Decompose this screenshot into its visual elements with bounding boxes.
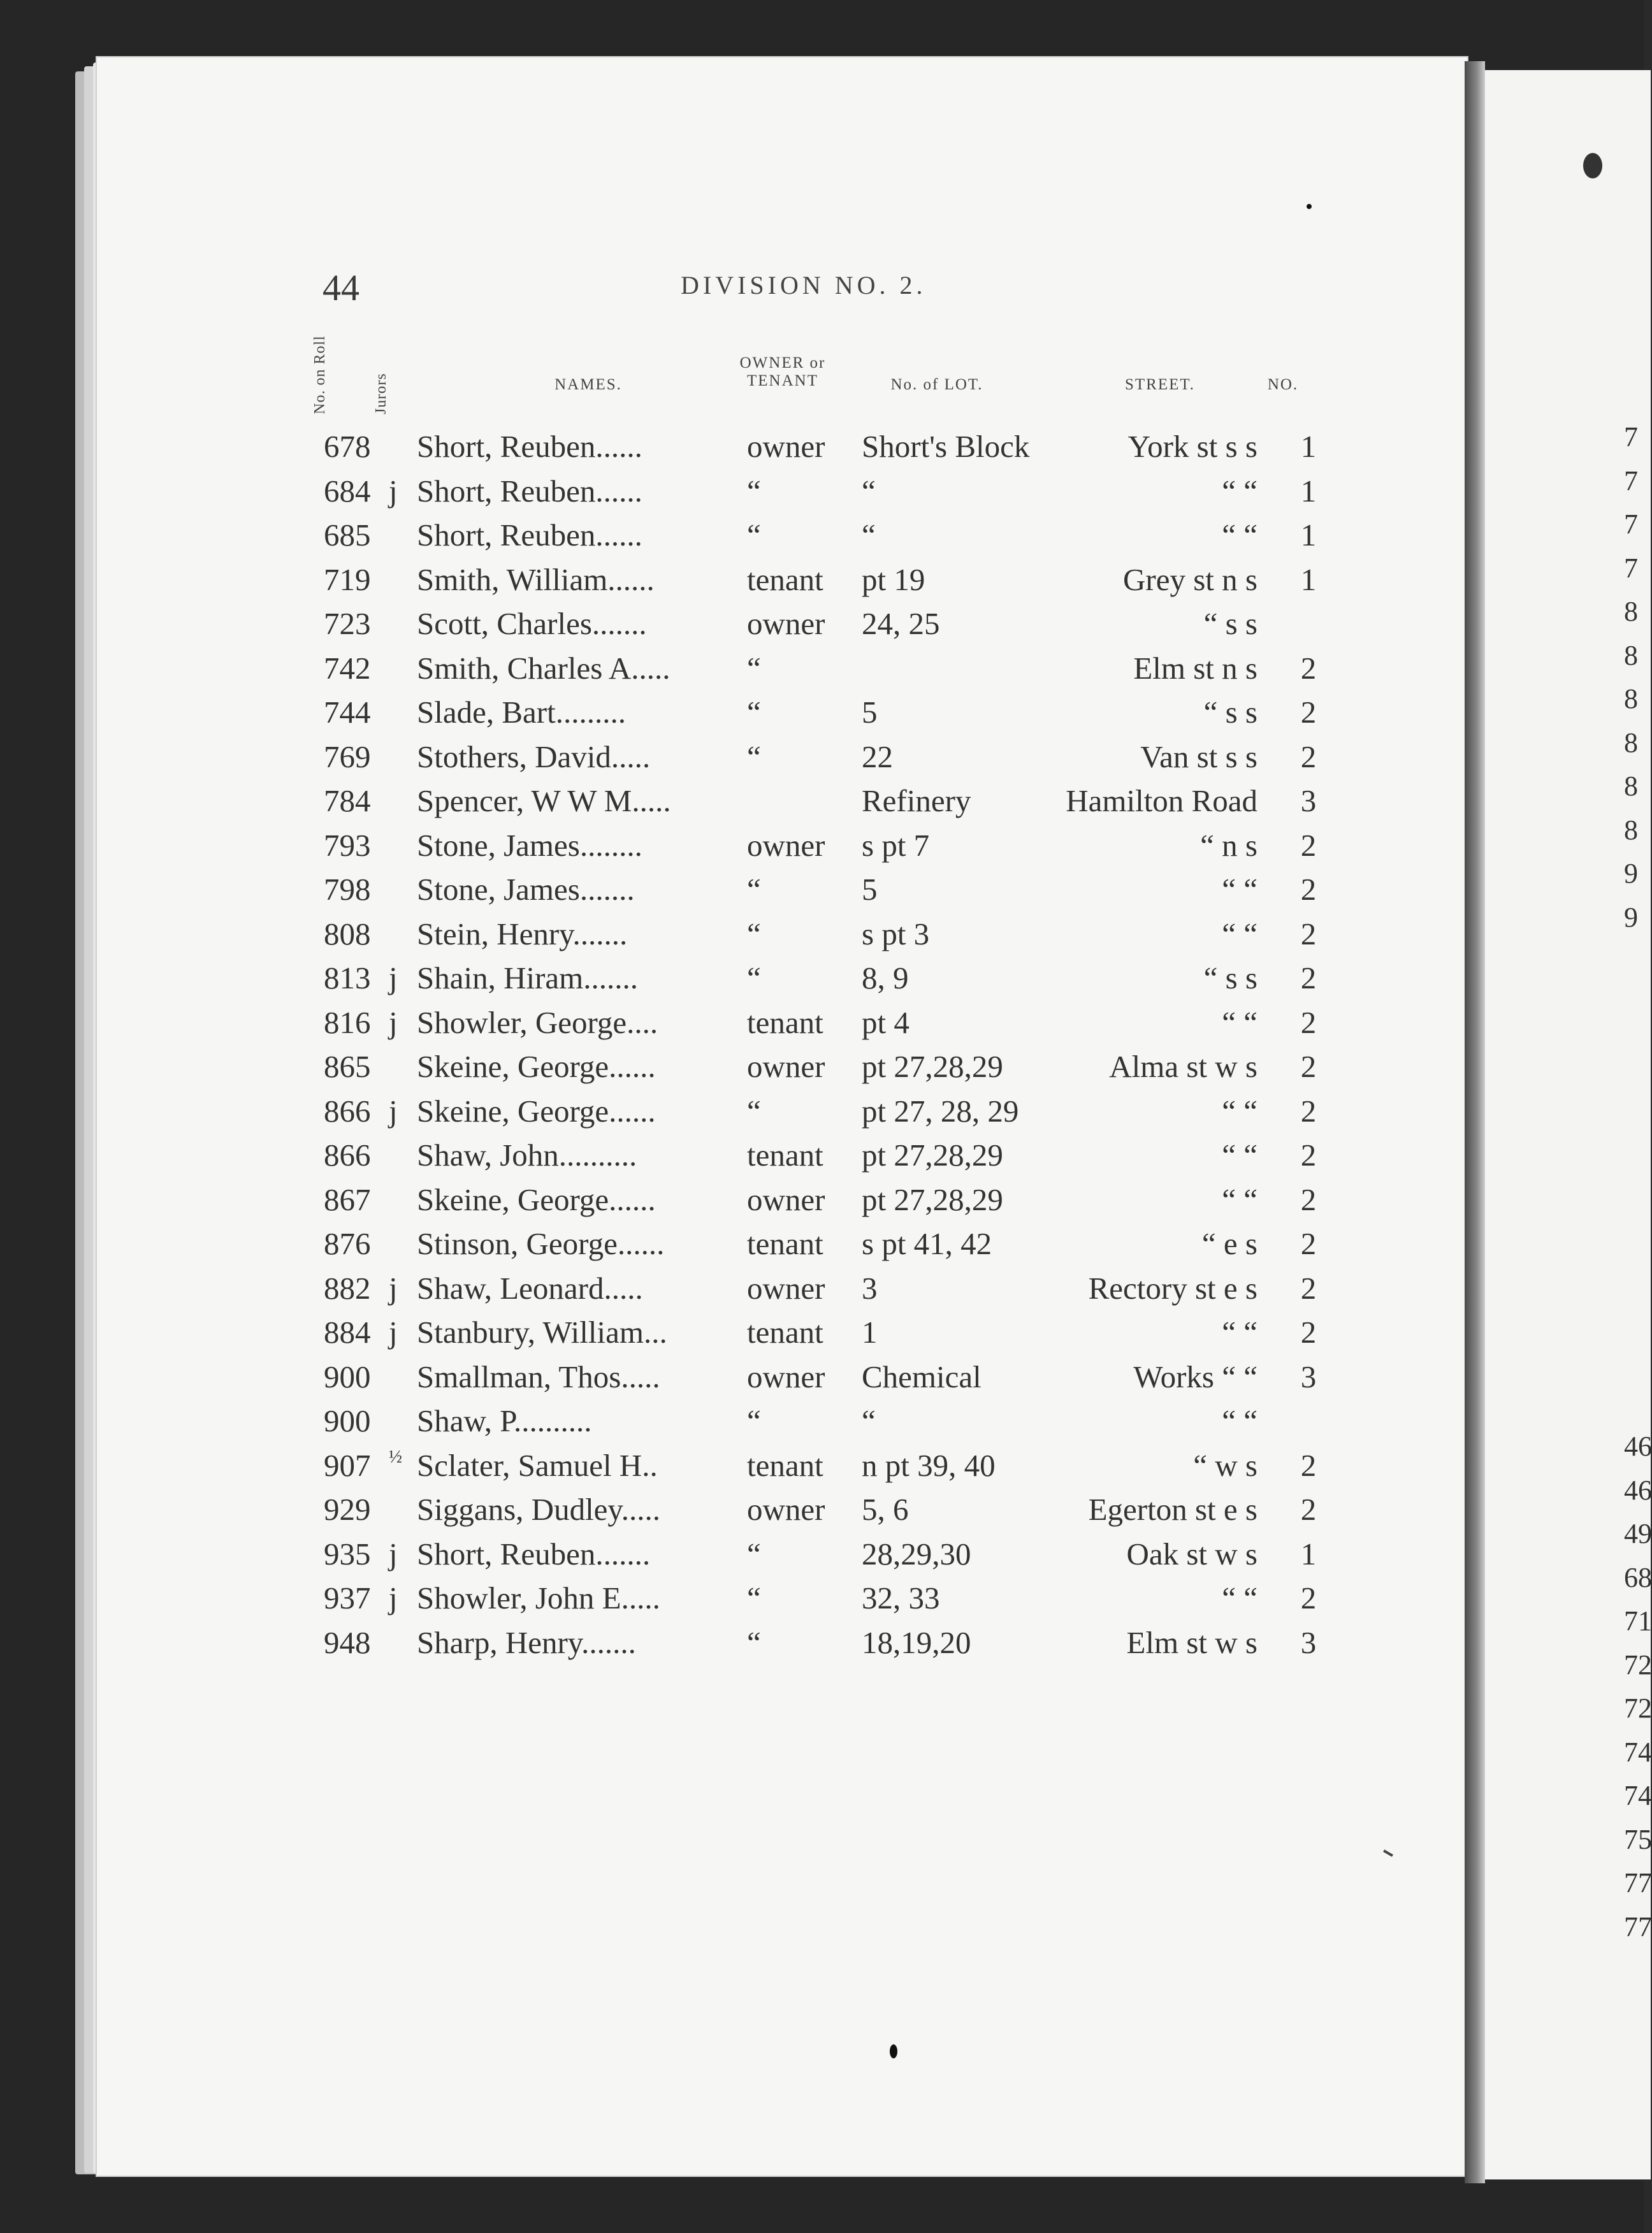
- page-number: 44: [322, 267, 359, 308]
- ward-number: 3: [1300, 1624, 1317, 1660]
- street: Grey st n s: [1123, 561, 1257, 597]
- owner-tenant: “: [747, 650, 761, 686]
- owner-tenant: tenant: [747, 561, 823, 597]
- roll-number: 876: [324, 1226, 371, 1261]
- juror-mark: j: [389, 1270, 398, 1306]
- ward-number: 2: [1300, 872, 1317, 907]
- entry-name: Sclater, Samuel H..: [417, 1447, 658, 1483]
- lot-number: 18,19,20: [862, 1624, 971, 1660]
- roll-number: 865: [324, 1049, 371, 1084]
- facing-page-fragment: 74: [1624, 1780, 1652, 1811]
- facing-page-fragment: 8: [1624, 683, 1638, 714]
- scan-speck: [1307, 204, 1312, 209]
- roll-number: 867: [324, 1182, 371, 1217]
- entry-name: Shaw, P..........: [417, 1403, 592, 1438]
- lot-number: Chemical: [862, 1359, 982, 1394]
- street: Hamilton Road: [1066, 783, 1257, 818]
- juror-mark: j: [389, 1004, 398, 1040]
- roll-number: 808: [324, 916, 371, 951]
- juror-mark: j: [389, 1536, 398, 1572]
- entry-name: Stanbury, William...: [417, 1315, 667, 1350]
- juror-mark: j: [389, 473, 398, 509]
- roll-number: 907: [324, 1447, 371, 1483]
- lot-number: 22: [862, 739, 893, 774]
- juror-mark: j: [389, 1580, 398, 1615]
- street: “ “: [1222, 1004, 1257, 1040]
- lot-number: pt 4: [862, 1004, 909, 1040]
- table-row: [324, 561, 1337, 606]
- entry-name: Stinson, George......: [417, 1226, 665, 1261]
- ward-number: 2: [1300, 916, 1317, 951]
- entry-name: Stone, James.......: [417, 872, 635, 907]
- owner-tenant: “: [747, 960, 761, 995]
- roll-number: 816: [324, 1004, 371, 1040]
- owner-tenant: “: [747, 473, 761, 509]
- table-row: [324, 1403, 1337, 1447]
- roll-number: 882: [324, 1270, 371, 1306]
- lot-number: 32, 33: [862, 1580, 940, 1615]
- juror-mark: j: [389, 1093, 398, 1129]
- facing-page-fragment: 75: [1624, 1823, 1652, 1855]
- lot-number: pt 19: [862, 561, 925, 597]
- entry-name: Sharp, Henry.......: [417, 1624, 636, 1660]
- owner-tenant: owner: [747, 1049, 825, 1084]
- ward-number: 2: [1300, 1447, 1317, 1483]
- entry-name: Stothers, David.....: [417, 739, 651, 774]
- lot-number: pt 27,28,29: [862, 1182, 1003, 1217]
- roll-number: 948: [324, 1624, 371, 1660]
- owner-tenant: “: [747, 739, 761, 774]
- roll-number: 793: [324, 827, 371, 863]
- ward-number: 2: [1300, 1270, 1317, 1306]
- facing-page-fragment: 77: [1624, 1867, 1652, 1898]
- table-row: [324, 1182, 1337, 1226]
- lot-number: 5: [862, 872, 878, 907]
- street: “ “: [1222, 1138, 1257, 1173]
- ward-number: 2: [1300, 1049, 1317, 1084]
- header-roll-label: No. on Roll: [312, 335, 328, 414]
- street: “ s s: [1203, 606, 1257, 641]
- entry-name: Slade, Bart.........: [417, 695, 626, 730]
- ward-number: 2: [1300, 960, 1317, 995]
- owner-tenant: “: [747, 1403, 761, 1438]
- table-row: [324, 1536, 1337, 1580]
- roll-number: 684: [324, 473, 371, 509]
- table-row: [324, 650, 1337, 695]
- lot-number: “: [862, 473, 876, 509]
- owner-tenant: “: [747, 916, 761, 951]
- table-row: [324, 1624, 1337, 1669]
- juror-mark: ½: [389, 1447, 402, 1467]
- entry-name: Siggans, Dudley.....: [417, 1492, 660, 1527]
- entry-name: Smith, William......: [417, 561, 655, 597]
- ward-number: 2: [1300, 1580, 1317, 1615]
- street: “ “: [1222, 916, 1257, 951]
- street: Alma st w s: [1109, 1049, 1257, 1084]
- entry-name: Short, Reuben.......: [417, 1536, 651, 1572]
- roll-number: 935: [324, 1536, 371, 1572]
- entry-name: Smallman, Thos.....: [417, 1359, 660, 1394]
- owner-tenant: “: [747, 695, 761, 730]
- owner-tenant: owner: [747, 1492, 825, 1527]
- ward-number: 1: [1300, 1536, 1317, 1572]
- street: “ “: [1222, 1580, 1257, 1615]
- facing-page-fragment: 8: [1624, 770, 1638, 802]
- table-row: [324, 428, 1337, 473]
- header-lot: No. of LOT.: [890, 376, 983, 393]
- roll-table: [324, 428, 1337, 1668]
- scan-speck: [890, 2044, 897, 2058]
- entry-name: Smith, Charles A.....: [417, 650, 670, 686]
- roll-number: 866: [324, 1093, 371, 1129]
- roll-number: 929: [324, 1492, 371, 1527]
- table-row: [324, 1004, 1337, 1049]
- lot-number: “: [862, 1403, 876, 1438]
- header-names: NAMES.: [554, 376, 622, 393]
- ward-number: 2: [1300, 1004, 1317, 1040]
- table-row: [324, 605, 1337, 650]
- ward-number: 3: [1300, 783, 1317, 818]
- street: Oak st w s: [1126, 1536, 1257, 1572]
- owner-tenant: owner: [747, 606, 825, 641]
- entry-name: Spencer, W W M.....: [417, 783, 671, 818]
- lot-number: Refinery: [862, 783, 971, 818]
- lot-number: n pt 39, 40: [862, 1447, 996, 1483]
- running-title: DIVISION NO. 2.: [681, 271, 927, 300]
- table-row: [324, 473, 1337, 517]
- street: “ “: [1222, 872, 1257, 907]
- owner-tenant: “: [747, 1580, 761, 1615]
- street: Works “ “: [1133, 1359, 1257, 1394]
- facing-page-fragment: 8: [1624, 726, 1638, 758]
- owner-tenant: tenant: [747, 1315, 823, 1350]
- roll-number: 900: [324, 1359, 371, 1394]
- lot-number: 8, 9: [862, 960, 909, 995]
- facing-page-fragment: 7: [1624, 465, 1638, 496]
- ward-number: 2: [1300, 1182, 1317, 1217]
- owner-tenant: “: [747, 517, 761, 553]
- roll-number: 813: [324, 960, 371, 995]
- street: “ “: [1222, 473, 1257, 509]
- entry-name: Short, Reuben......: [417, 429, 642, 464]
- lot-number: 1: [862, 1315, 878, 1350]
- owner-tenant: owner: [747, 1270, 825, 1306]
- street: “ “: [1222, 1093, 1257, 1129]
- owner-tenant: owner: [747, 1182, 825, 1217]
- table-row: [324, 517, 1337, 561]
- table-row: [324, 739, 1337, 783]
- ward-number: 2: [1300, 1093, 1317, 1129]
- street: Rectory st e s: [1088, 1270, 1257, 1306]
- lot-number: 3: [862, 1270, 878, 1306]
- facing-page-fragment: 8: [1624, 639, 1638, 671]
- facing-page-fragment: 71: [1624, 1605, 1652, 1637]
- ward-number: 1: [1300, 561, 1317, 597]
- street: “ “: [1222, 1315, 1257, 1350]
- facing-page-fragment: 49: [1624, 1518, 1652, 1549]
- roll-number: 769: [324, 739, 371, 774]
- ward-number: 2: [1300, 650, 1317, 686]
- owner-tenant: tenant: [747, 1138, 823, 1173]
- street: “ “: [1222, 517, 1257, 553]
- entry-name: Showler, George....: [417, 1004, 658, 1040]
- ward-number: 2: [1300, 695, 1317, 730]
- owner-tenant: tenant: [747, 1226, 823, 1261]
- lot-number: Short's Block: [862, 429, 1030, 464]
- roll-number: 744: [324, 695, 371, 730]
- lot-number: 5, 6: [862, 1492, 909, 1527]
- roll-number: 900: [324, 1403, 371, 1438]
- entry-name: Skeine, George......: [417, 1049, 656, 1084]
- table-row: [324, 1447, 1337, 1492]
- street: “ n s: [1200, 827, 1257, 863]
- entry-name: Skeine, George......: [417, 1093, 656, 1129]
- ward-number: 3: [1300, 1359, 1317, 1394]
- juror-mark: j: [389, 960, 398, 995]
- ward-number: 1: [1300, 517, 1317, 553]
- entry-name: Shaw, John..........: [417, 1138, 637, 1173]
- lot-number: 24, 25: [862, 606, 940, 641]
- street: “ s s: [1203, 960, 1257, 995]
- roll-number: 678: [324, 429, 371, 464]
- owner-tenant: owner: [747, 827, 825, 863]
- owner-tenant: “: [747, 1536, 761, 1572]
- roll-number: 742: [324, 650, 371, 686]
- roll-number: 798: [324, 872, 371, 907]
- roll-number: 685: [324, 517, 371, 553]
- scan-speck: [1583, 153, 1602, 178]
- table-row: [324, 694, 1337, 739]
- street: “ w s: [1193, 1447, 1257, 1483]
- street: “ s s: [1203, 695, 1257, 730]
- facing-page-fragment: 8: [1624, 596, 1638, 627]
- header-jurors-label: Jurors: [373, 373, 389, 414]
- header-street: STREET.: [1124, 376, 1196, 393]
- table-row: [324, 960, 1337, 1004]
- roll-number: 884: [324, 1315, 371, 1350]
- facing-page-fragment: 46: [1624, 1431, 1652, 1462]
- facing-page-fragment: 72: [1624, 1693, 1652, 1724]
- street: “ “: [1222, 1182, 1257, 1217]
- owner-tenant: “: [747, 872, 761, 907]
- street: York st s s: [1127, 429, 1257, 464]
- facing-page-fragment: 77: [1624, 1911, 1652, 1942]
- ward-number: 2: [1300, 827, 1317, 863]
- lot-number: s pt 7: [862, 827, 930, 863]
- roll-number: 866: [324, 1138, 371, 1173]
- table-row: [324, 1137, 1337, 1182]
- entry-name: Shain, Hiram.......: [417, 960, 639, 995]
- street: Egerton st e s: [1088, 1492, 1257, 1527]
- header-roll: [311, 335, 413, 416]
- book-gutter: [1465, 61, 1485, 2183]
- entry-name: Scott, Charles.......: [417, 606, 647, 641]
- table-row: [324, 1314, 1337, 1359]
- ward-number: 2: [1300, 1138, 1317, 1173]
- table-row: [324, 871, 1337, 916]
- street: Elm st w s: [1126, 1624, 1257, 1660]
- lot-number: pt 27,28,29: [862, 1138, 1003, 1173]
- entry-name: Stein, Henry.......: [417, 916, 628, 951]
- table-row: [324, 1491, 1337, 1536]
- facing-page-fragment: 8: [1624, 814, 1638, 846]
- entry-name: Shaw, Leonard.....: [417, 1270, 643, 1306]
- ward-number: 2: [1300, 1226, 1317, 1261]
- ward-number: 2: [1300, 1492, 1317, 1527]
- facing-page-fragment: 72: [1624, 1649, 1652, 1680]
- table-row: [324, 1270, 1337, 1315]
- roll-number: 937: [324, 1580, 371, 1615]
- owner-tenant: owner: [747, 1359, 825, 1394]
- ward-number: 2: [1300, 1315, 1317, 1350]
- ward-number: 2: [1300, 739, 1317, 774]
- table-row: [324, 1580, 1337, 1624]
- table-row: [324, 1225, 1337, 1270]
- ward-number: 1: [1300, 473, 1317, 509]
- roll-number: 723: [324, 606, 371, 641]
- owner-tenant: tenant: [747, 1004, 823, 1040]
- entry-name: Stone, James........: [417, 827, 642, 863]
- owner-tenant: tenant: [747, 1447, 823, 1483]
- lot-number: pt 27, 28, 29: [862, 1093, 1019, 1129]
- facing-page-fragment: 9: [1624, 901, 1638, 933]
- table-row: [324, 1048, 1337, 1093]
- facing-page-fragment: 7: [1624, 552, 1638, 584]
- entry-name: Short, Reuben......: [417, 473, 642, 509]
- lot-number: 28,29,30: [862, 1536, 971, 1572]
- street: “ “: [1222, 1403, 1257, 1438]
- street: “ e s: [1201, 1226, 1257, 1261]
- entry-name: Skeine, George......: [417, 1182, 656, 1217]
- facing-page-fragment: 74: [1624, 1736, 1652, 1768]
- header-no: NO.: [1267, 376, 1299, 393]
- owner-tenant: “: [747, 1093, 761, 1129]
- ward-number: 1: [1300, 429, 1317, 464]
- table-row: [324, 1359, 1337, 1403]
- owner-tenant: owner: [747, 429, 825, 464]
- table-row: [324, 783, 1337, 827]
- facing-page-fragment: 7: [1624, 509, 1638, 540]
- lot-number: 5: [862, 695, 878, 730]
- facing-page-fragment: 68: [1624, 1561, 1652, 1593]
- roll-number: 784: [324, 783, 371, 818]
- facing-page: [1485, 70, 1651, 2179]
- table-row: [324, 827, 1337, 872]
- table-row: [324, 916, 1337, 960]
- entry-name: Short, Reuben......: [417, 517, 642, 553]
- header-owner-tenant: OWNER or TENANT: [739, 354, 826, 389]
- lot-number: s pt 3: [862, 916, 930, 951]
- juror-mark: j: [389, 1315, 398, 1350]
- table-row: [324, 1093, 1337, 1138]
- owner-tenant: “: [747, 1624, 761, 1660]
- street: Elm st n s: [1133, 650, 1257, 686]
- facing-page-fragment: 46: [1624, 1474, 1652, 1506]
- lot-number: “: [862, 517, 876, 553]
- facing-page-fragment: 7: [1624, 421, 1638, 452]
- lot-number: s pt 41, 42: [862, 1226, 992, 1261]
- street: Van st s s: [1140, 739, 1257, 774]
- roll-number: 719: [324, 561, 371, 597]
- entry-name: Showler, John E.....: [417, 1580, 660, 1615]
- lot-number: pt 27,28,29: [862, 1049, 1003, 1084]
- facing-page-fragment: 9: [1624, 858, 1638, 889]
